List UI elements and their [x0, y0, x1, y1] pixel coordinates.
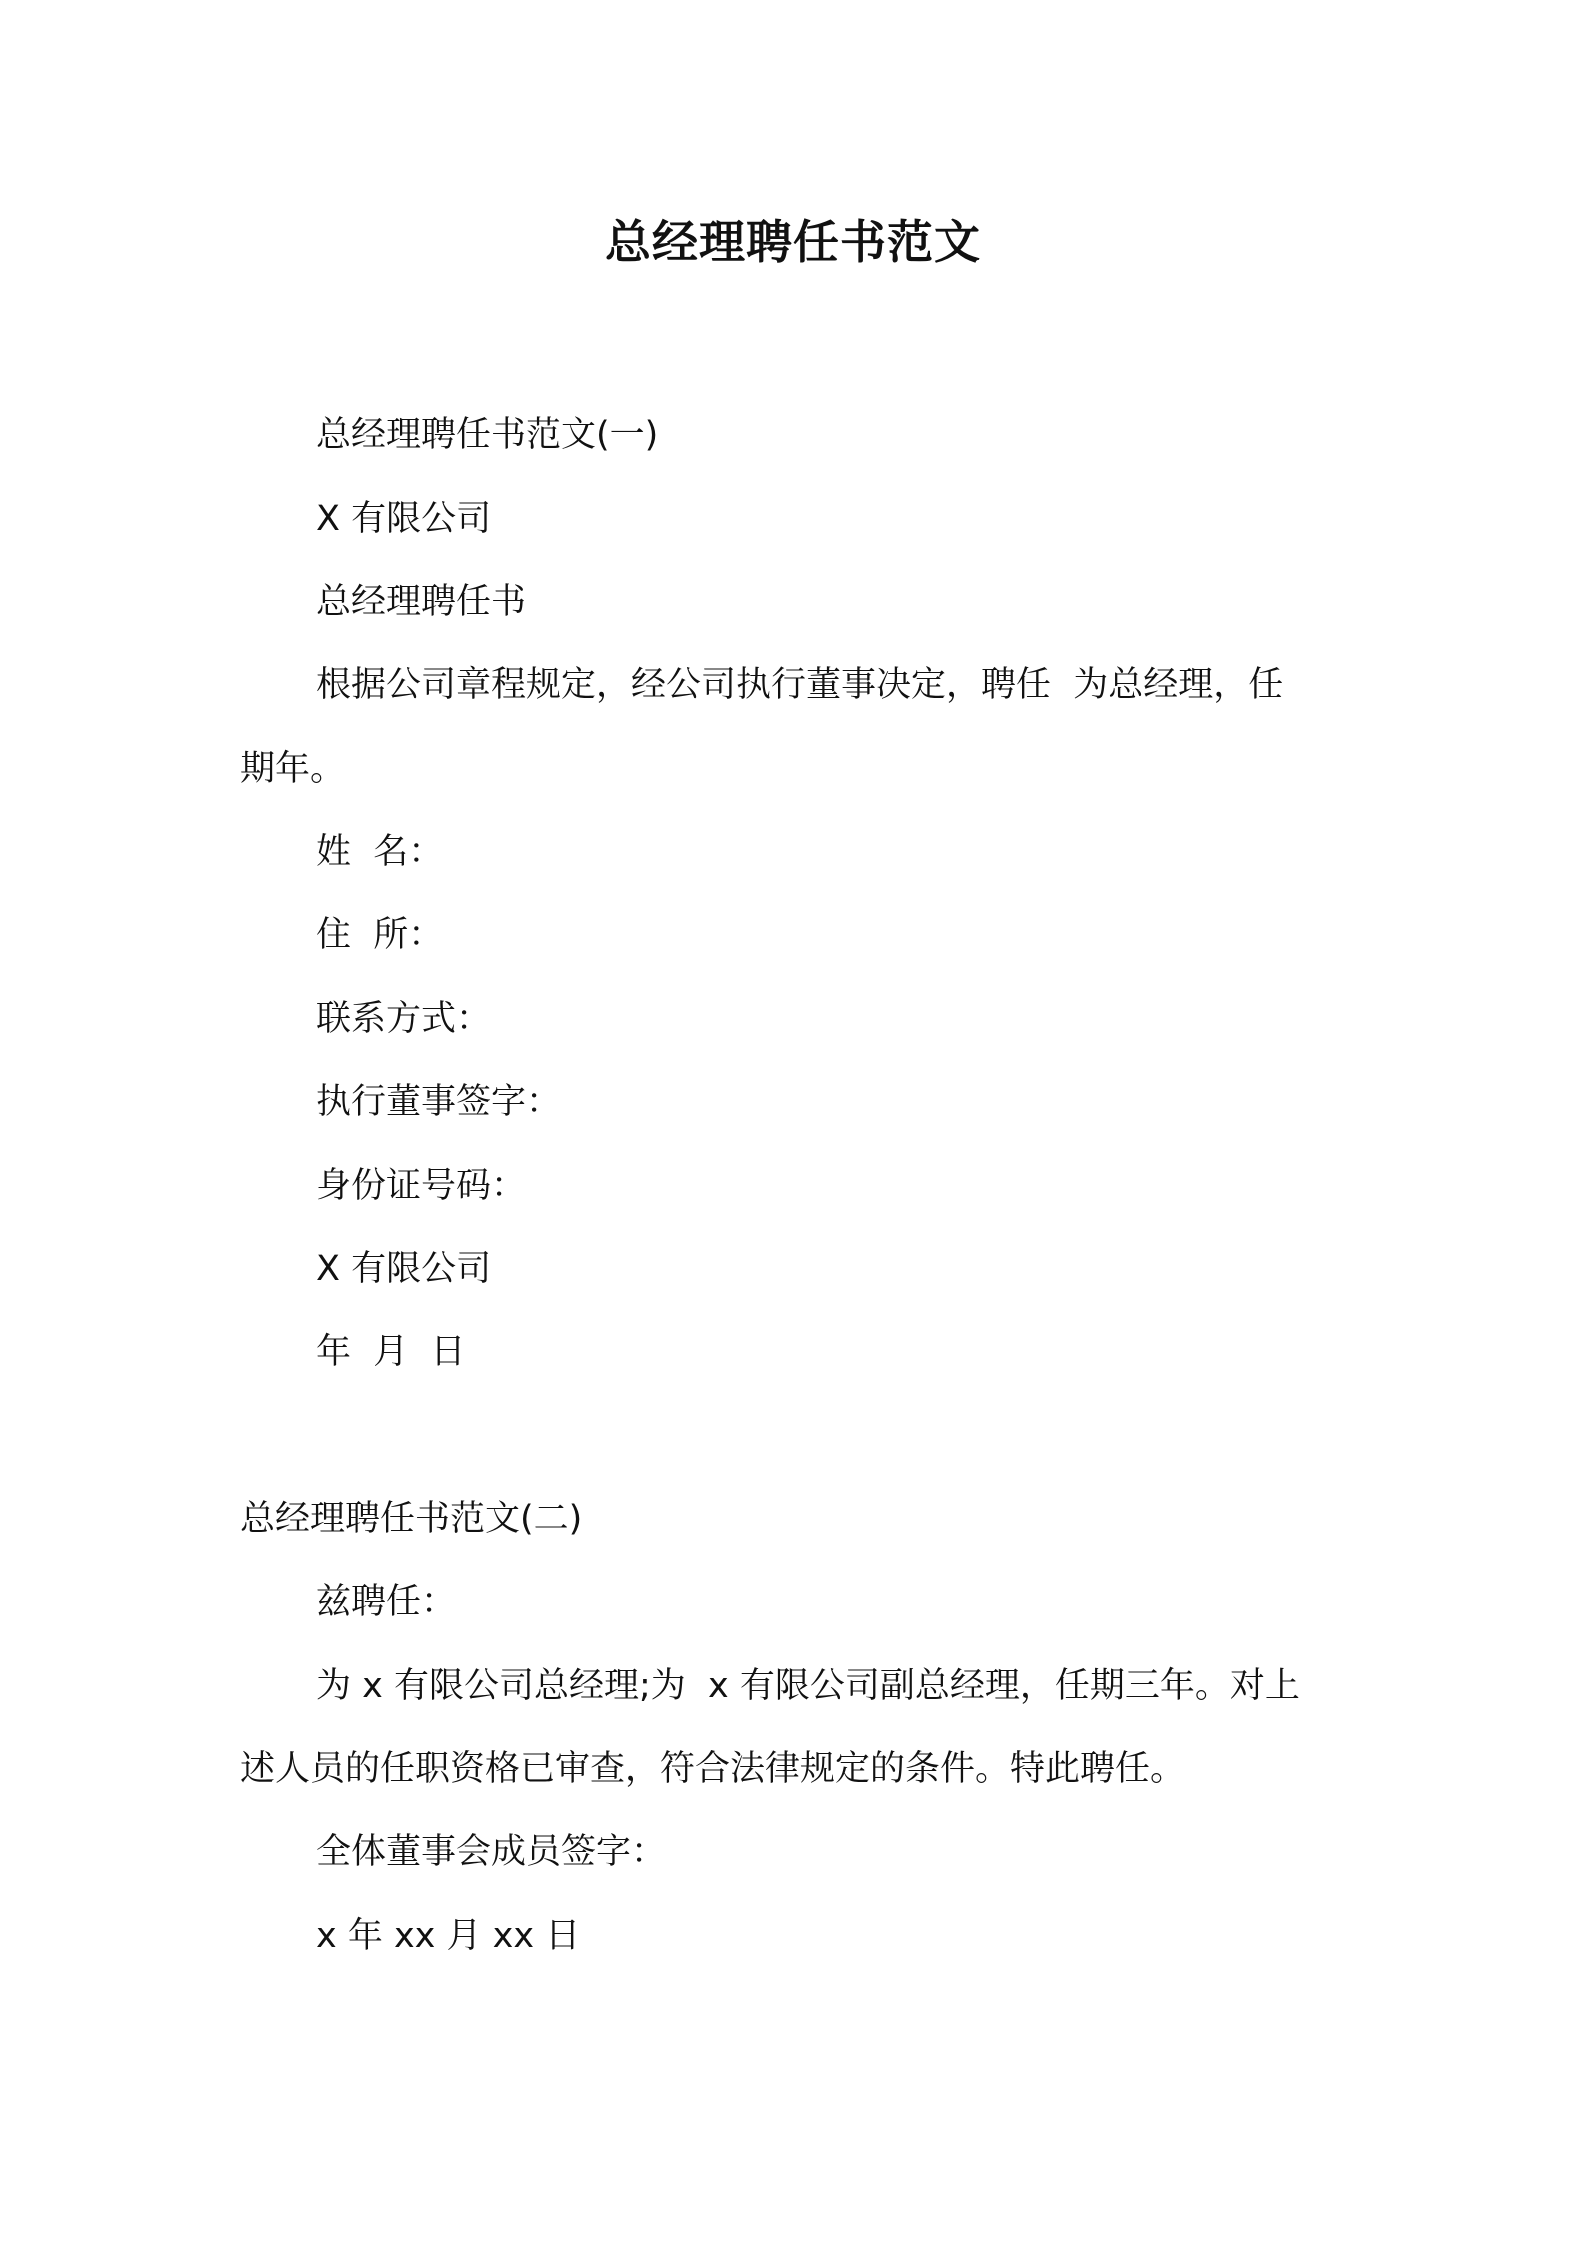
section1-date: 年 月 日 [316, 1332, 466, 1372]
section1-body-line1: 根据公司章程规定，经公司执行董事决定，聘任 为总经理，任 [316, 665, 1284, 705]
section1-company-sign: X 有限公司 [316, 1249, 492, 1289]
section2-board-signature: 全体董事会成员签字： [316, 1832, 667, 1872]
section2-date: x 年 xx 月 xx 日 [316, 1916, 581, 1956]
field-director-signature: 执行董事签字： [316, 1082, 562, 1122]
section2-body-line1: 为 x 有限公司总经理;为 x 有限公司副总经理，任期三年。对上 [316, 1666, 1300, 1706]
section1-heading: 总经理聘任书范文(一) [316, 415, 659, 455]
document-title: 总经理聘任书范文 [605, 215, 981, 269]
section1-subtitle: 总经理聘任书 [316, 582, 527, 622]
field-name: 姓 名： [316, 832, 444, 872]
section1-company: X 有限公司 [316, 499, 492, 539]
section2-body-line2: 述人员的任职资格已审查，符合法律规定的条件。特此聘任。 [240, 1749, 1186, 1789]
section2-intro: 兹聘任： [316, 1582, 457, 1622]
field-id-number: 身份证号码： [316, 1166, 527, 1206]
section1-body-line2: 期年。 [240, 749, 346, 789]
section2-heading: 总经理聘任书范文(二) [240, 1499, 583, 1539]
field-address: 住 所： [316, 915, 444, 955]
field-contact: 联系方式： [316, 999, 492, 1039]
